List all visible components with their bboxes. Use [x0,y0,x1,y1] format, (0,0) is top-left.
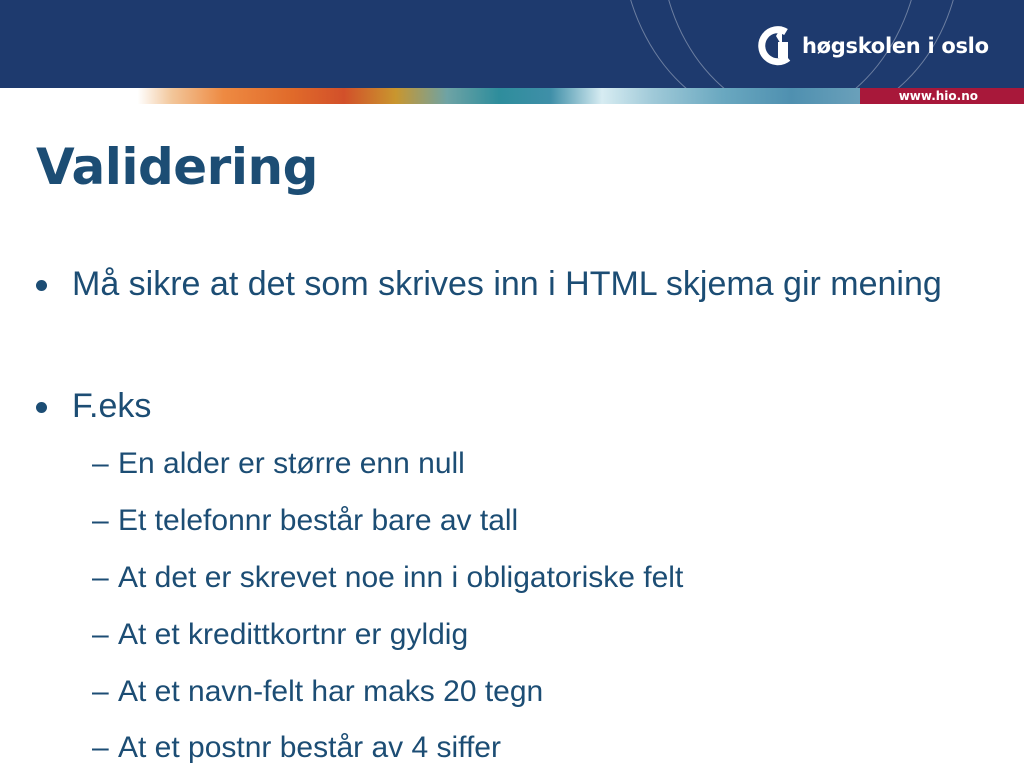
bullet-dot-icon [36,280,47,291]
hio-logo-icon [758,22,798,70]
sub-bullet-text: At et navn-felt har maks 20 tegn [118,675,544,708]
bullet-dot-icon [36,402,47,413]
url-bar [860,88,1024,104]
sub-bullet-item: – At et kredittkortnr er gyldig [92,618,469,651]
sub-bullet-item: – At det er skrevet noe inn i obligatoriske felt [92,561,684,594]
sub-bullet-text: At et kredittkortnr er gyldig [118,618,469,651]
sub-bullet-item: – At et postnr består av 4 siffer [92,731,501,764]
sub-bullet-text: Et telefonnr består bare av tall [118,504,519,537]
sub-bullet-item: – En alder er større enn null [92,447,465,480]
bullet-item: Må sikre at det som skrives inn i HTML skjema gir mening [72,265,942,303]
sub-bullet-text: At et postnr består av 4 siffer [118,731,501,764]
sub-bullet-text: At det er skrevet noe inn i obligatoriske felt [118,561,684,594]
url-text: www.hio.no [898,89,978,103]
header-banner [0,0,1024,88]
bullet-item: F.eks [72,387,152,425]
slide-title: Validering [36,138,318,196]
sub-bullet-text: En alder er større enn null [118,447,465,480]
logo [758,22,989,70]
sub-bullet-item: – Et telefonnr består bare av tall [92,504,519,537]
color-stripe [0,88,860,104]
logo-text: høgskolen i oslo [802,34,989,58]
sub-bullet-item: – At et navn-felt har maks 20 tegn [92,675,544,708]
